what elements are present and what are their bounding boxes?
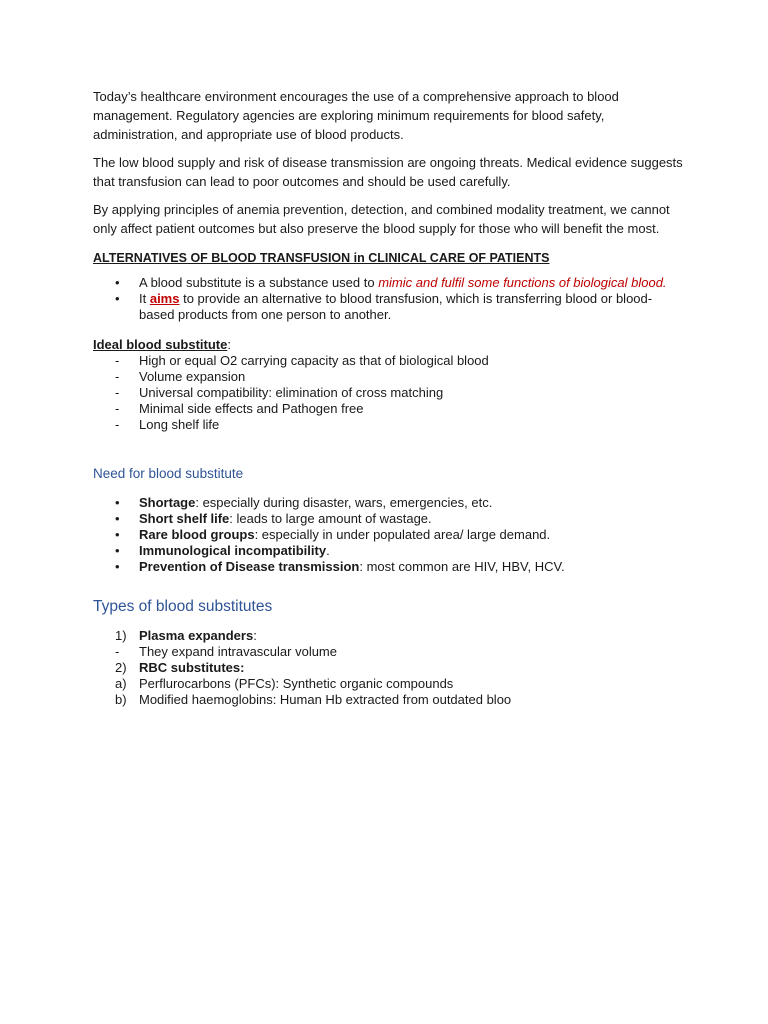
types-list: [93, 628, 683, 708]
need-item-term: Shortage: [139, 495, 196, 510]
types-item-2b-text: Modified haemoglobins: Human Hb extracted from outdated bloo: [139, 692, 512, 707]
types-item-1-sub: They expand intravascular volume: [139, 644, 337, 659]
ideal-item-text: Universal compatibility: elimination of cross matching: [139, 385, 444, 400]
alternatives-list: [93, 275, 683, 323]
alternatives-heading: ALTERNATIVES OF BLOOD TRANSFUSION in CLINICAL CARE OF PATIENTS: [93, 251, 550, 265]
alternatives-item-2-prefix: It: [139, 291, 150, 306]
list-item: [93, 660, 683, 676]
list-item: [93, 676, 683, 692]
ideal-item-text: Minimal side effects and Pathogen free: [139, 401, 364, 416]
alternatives-item-2-highlight: aims: [149, 291, 180, 306]
need-item-term: Short shelf life: [139, 511, 230, 526]
need-item-term: Prevention of Disease transmission: [139, 559, 360, 574]
list-item: [93, 511, 683, 527]
need-item-text: : especially in under populated area/ large demand.: [254, 527, 551, 542]
bullet-marker: •: [115, 559, 120, 574]
dash-marker: -: [115, 353, 120, 368]
list-item: [93, 275, 683, 291]
list-item: [93, 495, 683, 511]
bullet-marker: •: [115, 543, 120, 558]
ideal-list: [93, 353, 683, 433]
dash-marker: -: [115, 385, 120, 400]
dash-marker: -: [115, 369, 120, 384]
list-item: [93, 401, 683, 417]
list-item: [93, 543, 683, 559]
types-item-1-label: Plasma expanders: [139, 628, 254, 643]
dash-marker: -: [115, 401, 120, 416]
ideal-item-text: High or equal O2 carrying capacity as that of biological blood: [139, 353, 489, 368]
types-item-2-label: RBC substitutes:: [139, 660, 245, 675]
list-item: [93, 353, 683, 369]
list-item: [93, 527, 683, 543]
bullet-marker: •: [115, 495, 120, 510]
document-page: [93, 87, 683, 708]
list-item: [93, 644, 683, 660]
ideal-heading-colon: :: [227, 337, 231, 352]
need-list: [93, 495, 683, 575]
list-item: [93, 559, 683, 575]
list-item: [93, 385, 683, 401]
alternatives-item-2-text: to provide an alternative to blood transfusion, which is transferring blood or blood-based products from one person to another.: [139, 291, 653, 322]
list-item: [93, 628, 683, 644]
ideal-heading: Ideal blood substitute: [93, 337, 228, 352]
ideal-item-text: Volume expansion: [139, 369, 246, 384]
need-item-text: : leads to large amount of wastage.: [229, 511, 432, 526]
list-item: [93, 417, 683, 433]
need-heading: Need for blood substitute: [93, 466, 244, 481]
bullet-marker: •: [115, 291, 120, 306]
letter-marker: b): [115, 692, 127, 707]
types-heading: Types of blood substitutes: [93, 598, 273, 615]
need-item-term: Rare blood groups: [139, 527, 255, 542]
need-item-term: Immunological incompatibility: [139, 543, 327, 558]
bullet-marker: •: [115, 511, 120, 526]
intro-paragraph-3: By applying principles of anemia prevention, detection, and combined modality treatment, we cannot only affect patient outcomes but also preserve the blood supply for those who will benefit the most.: [93, 202, 670, 236]
number-marker: 1): [115, 628, 127, 643]
need-item-text: : especially during disaster, wars, emergencies, etc.: [195, 495, 493, 510]
types-item-2a-text: Perflurocarbons (PFCs): Synthetic organic compounds: [139, 676, 454, 691]
alternatives-item-1-highlight: mimic and fulfil some functions of biological blood.: [378, 275, 667, 290]
bullet-marker: •: [115, 527, 120, 542]
need-item-text: .: [326, 543, 330, 558]
list-item: [93, 692, 683, 708]
list-item: [93, 369, 683, 385]
intro-paragraph-1: Today’s healthcare environment encourages the use of a comprehensive approach to blood management. Regulatory agencies are exploring minimum requirements for blood safety, administration, and appropriate use of blood products.: [93, 89, 619, 142]
list-item: [93, 291, 683, 323]
bullet-marker: •: [115, 275, 120, 290]
types-item-1-colon: :: [253, 628, 257, 643]
need-item-text: : most common are HIV, HBV, HCV.: [359, 559, 565, 574]
number-marker: 2): [115, 660, 127, 675]
letter-marker: a): [115, 676, 127, 691]
dash-marker: -: [115, 644, 120, 659]
ideal-item-text: Long shelf life: [139, 417, 220, 432]
alternatives-item-1-text: A blood substitute is a substance used to: [139, 275, 379, 290]
dash-marker: -: [115, 417, 120, 432]
intro-paragraph-2: The low blood supply and risk of disease transmission are ongoing threats. Medical evidence suggests that transfusion can lead to poor outcomes and should be used carefully.: [93, 155, 683, 189]
ideal-heading-line: [93, 337, 683, 353]
